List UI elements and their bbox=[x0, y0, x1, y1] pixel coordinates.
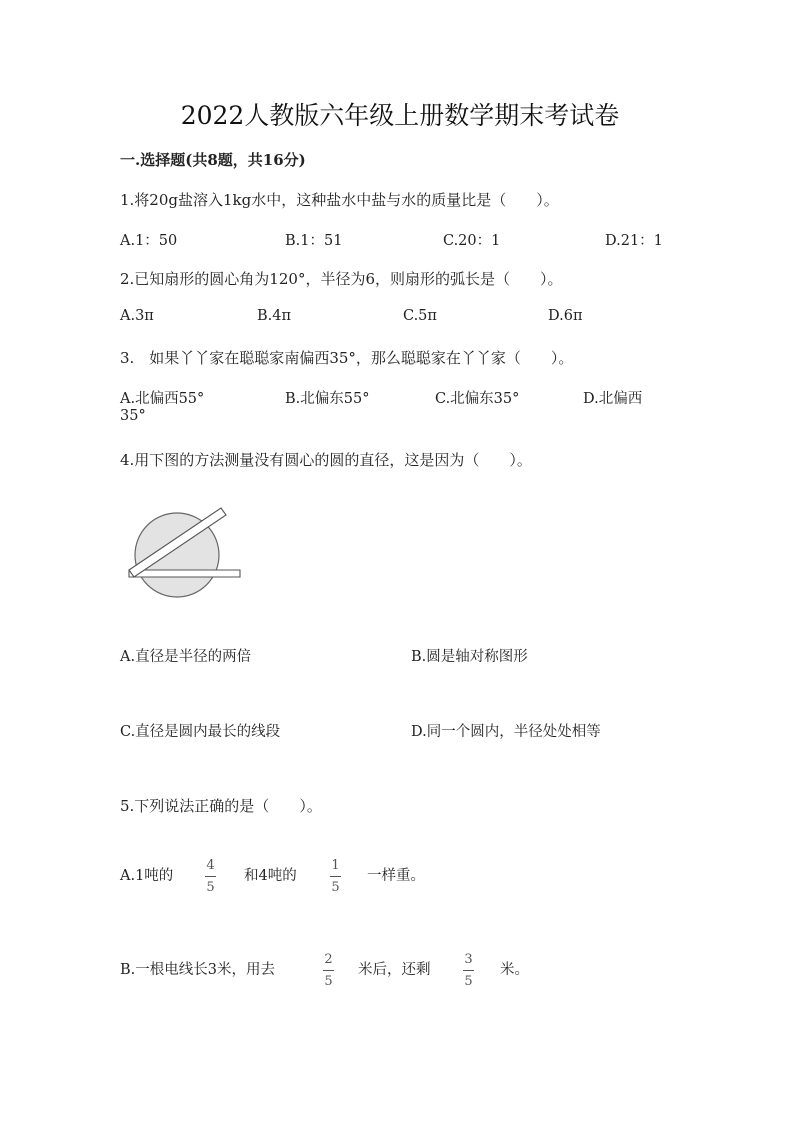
fraction-denominator: 5 bbox=[324, 974, 333, 989]
q4-option-b: B.圆是轴对称图形 bbox=[411, 649, 528, 665]
q3-option-d: D.北偏西 bbox=[583, 391, 643, 407]
q2-option-d: D.6π bbox=[548, 308, 583, 324]
fraction-denominator: 5 bbox=[206, 880, 215, 895]
fraction-bar bbox=[205, 876, 216, 877]
q5-option-a-part2: 和4吨的 bbox=[244, 868, 297, 884]
fraction-bar bbox=[323, 970, 334, 971]
q1-option-a: A.1：50 bbox=[120, 233, 178, 249]
q5-option-a-part1: A.1吨的 bbox=[120, 868, 174, 884]
q3-option-a: A.北偏西55° bbox=[120, 391, 205, 407]
fraction-numerator: 2 bbox=[324, 952, 333, 967]
q4-option-d: D.同一个圆内，半径处处相等 bbox=[411, 724, 601, 740]
q2-option-c: C.5π bbox=[403, 308, 437, 324]
q5-option-b-part3: 米。 bbox=[500, 962, 529, 978]
fraction-2-5 bbox=[323, 952, 334, 989]
question-5: 5.下列说法正确的是（ ）。 bbox=[120, 797, 322, 815]
q1-option-b: B.1：51 bbox=[285, 233, 343, 249]
q3-option-d-continued: 35° bbox=[120, 408, 146, 424]
q5-option-a-part3: 一样重。 bbox=[367, 868, 425, 884]
q1-option-d: D.21：1 bbox=[605, 233, 663, 249]
fraction-numerator: 1 bbox=[331, 858, 340, 873]
circle-ruler-figure bbox=[125, 500, 250, 605]
q2-option-b: B.4π bbox=[257, 308, 292, 324]
fraction-denominator: 5 bbox=[464, 974, 473, 989]
q5-option-b-part2: 米后，还剩 bbox=[358, 962, 431, 978]
fraction-denominator: 5 bbox=[331, 880, 340, 895]
q4-option-c: C.直径是圆内最长的线段 bbox=[120, 724, 281, 740]
fraction-numerator: 4 bbox=[206, 858, 215, 873]
question-4: 4.用下图的方法测量没有圆心的圆的直径，这是因为（ ）。 bbox=[120, 451, 532, 469]
question-1: 1.将20g盐溶入1kg水中，这种盐水中盐与水的质量比是（ ）。 bbox=[120, 191, 559, 209]
q1-option-c: C.20：1 bbox=[443, 233, 501, 249]
fraction-4-5 bbox=[205, 858, 216, 895]
q3-option-c: C.北偏东35° bbox=[435, 391, 520, 407]
fraction-1-5 bbox=[330, 858, 341, 895]
q5-option-b-part1: B.一根电线长3米，用去 bbox=[120, 962, 275, 978]
question-3: 3. 如果丫丫家在聪聪家南偏西35°，那么聪聪家在丫丫家（ ）。 bbox=[120, 349, 574, 367]
fraction-numerator: 3 bbox=[464, 952, 473, 967]
section-heading: 一.选择题(共8题，共16分) bbox=[120, 151, 306, 169]
horizontal-ruler bbox=[129, 570, 240, 577]
q2-option-a: A.3π bbox=[120, 308, 154, 324]
q4-option-a: A.直径是半径的两倍 bbox=[120, 649, 252, 665]
fraction-bar bbox=[330, 876, 341, 877]
question-2: 2.已知扇形的圆心角为120°，半径为6，则扇形的弧长是（ ）。 bbox=[120, 270, 563, 288]
fraction-bar bbox=[463, 970, 474, 971]
page-title: 2022人教版六年级上册数学期末考试卷 bbox=[180, 101, 620, 130]
q3-option-b: B.北偏东55° bbox=[285, 391, 370, 407]
fraction-3-5 bbox=[463, 952, 474, 989]
